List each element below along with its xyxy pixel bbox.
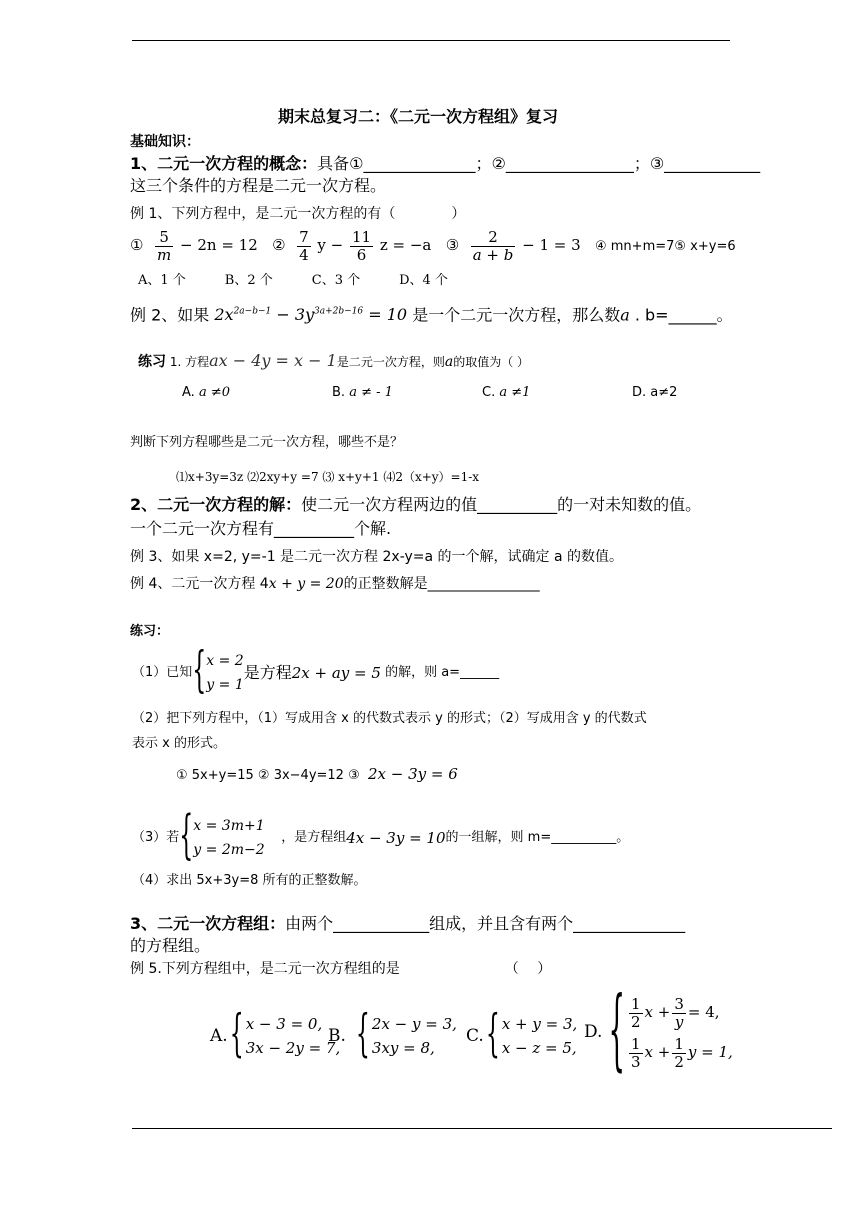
- example-2-text: 是一个二元一次方程，那么数: [412, 305, 621, 325]
- practice-1-var: a: [444, 354, 454, 370]
- example-1-options: A、1 个 B、2 个 C、3 个 D、4 个: [138, 273, 448, 288]
- example-2-prefix: 例 2、如果: [130, 305, 210, 325]
- p1-prefix: （1）已知: [132, 665, 193, 680]
- left-brace-icon: {: [485, 1006, 500, 1064]
- example-4-suffix: 的正整数解是________________: [343, 576, 540, 592]
- example-5: 例 5.下列方程组中，是二元一次方程组的是 （ ）: [130, 961, 552, 977]
- practice-2-3: [132, 808, 629, 868]
- s3-line1: [130, 913, 685, 935]
- p3-suffix: 的一组解，则 m=__________。: [445, 830, 630, 845]
- s1-conditions: 具备①______________；②________________；③____________: [317, 154, 761, 173]
- fraction-5-over-m: $\frac{5}{m}$: [157, 227, 172, 264]
- option-a-label: A.: [210, 1026, 228, 1046]
- practice-1-option-c: C. a ≠1: [482, 385, 531, 400]
- practice-1: [138, 352, 529, 371]
- eq1-rest: − 2n = 12: [180, 236, 258, 254]
- example-2: [130, 301, 733, 326]
- left-brace-icon: {: [608, 981, 625, 1083]
- p2-item-3: 2x − 3y = 6: [368, 765, 458, 783]
- practice-1-option-b: B. a ≠ - 1: [332, 385, 393, 400]
- left-brace-icon: {: [355, 1006, 370, 1064]
- option-d-label: D.: [584, 1022, 603, 1042]
- eq2-part-a: y −: [317, 236, 344, 254]
- option-c-label: C.: [466, 1026, 484, 1046]
- p3-mid: ，是方程组: [281, 830, 347, 845]
- header-rule: [132, 40, 730, 41]
- example-1-equations: [130, 226, 736, 266]
- basic-label: 基础知识：: [130, 134, 200, 150]
- circle-2: ②: [272, 236, 286, 254]
- practice-2-2-line1: （2）把下列方程中，（1）写成用含 x 的代数式表示 y 的形式；（2）写成用含 y 的代数式: [132, 711, 647, 726]
- var-a: a: [620, 305, 630, 325]
- p2-items: ① 5x+y=15 ② 3x−4y=12 ③: [176, 768, 360, 783]
- practice-1-option-a: A. a ≠0: [182, 385, 230, 400]
- practice-1-text: 是二元一次方程，则: [336, 355, 445, 369]
- example-4: [130, 575, 540, 593]
- s2-heading: 2、二元一次方程的解：: [130, 495, 302, 514]
- example-5-option-a: A. { x − 3 = 0, 3x − 2y = 7,: [210, 1006, 341, 1064]
- example-4-prefix: 例 4、二元一次方程 4: [130, 576, 269, 592]
- left-brace-icon: {: [229, 1006, 244, 1064]
- eq4-eq5: ④ mn+m=7⑤ x+y=6: [594, 239, 736, 254]
- example-5-option-b: B. { 2x − y = 3, 3xy = 8,: [328, 1006, 457, 1064]
- eq2-part-b: z = −a: [379, 236, 432, 254]
- s2-line2: 一个二元一次方程有__________个解.: [130, 519, 392, 538]
- p3-prefix: （3）若: [132, 830, 180, 845]
- practice-label: 练习: [138, 354, 166, 370]
- s3-line2: 的方程组。: [130, 936, 211, 955]
- p1-suffix: 的解，则 a=______: [385, 665, 500, 680]
- practice-1-equation: ax − 4y = x − 1: [209, 351, 337, 370]
- s2-practice-label: 练习：: [130, 624, 170, 639]
- s1-heading: 1、二元一次方程的概念：: [130, 154, 318, 173]
- circle-3: ③: [445, 236, 460, 254]
- s1-line2: 这三个条件的方程是二元一次方程。: [130, 176, 387, 195]
- example-2-equation: $2x^{2a-b-1} - 3y^{3a+2b-16} = 10$: [214, 305, 408, 325]
- left-brace-icon: {: [179, 806, 194, 867]
- practice-1-prefix: 1. 方程: [169, 355, 210, 369]
- practice-2-1: [132, 644, 500, 700]
- eq3-rest: − 1 = 3: [522, 236, 581, 254]
- doc-title: 期末总复习二：《二元一次方程组》复习: [278, 107, 559, 126]
- s2-line1: [130, 494, 701, 516]
- s1-line1: [130, 153, 760, 175]
- circle-1: ①: [130, 236, 144, 254]
- fraction-7-over-4: $\frac{7}{4}$: [299, 227, 309, 264]
- p1-mid: 是方程: [243, 663, 292, 682]
- practice-2-4: （4）求出 5x+3y=8 所有的正整数解。: [132, 873, 367, 888]
- option-b-label: B.: [328, 1026, 346, 1046]
- practice-2-2-items: [176, 765, 458, 785]
- s3-heading: 3、二元一次方程组：: [130, 914, 286, 933]
- s2-definition: 使二元一次方程两边的值__________的一对未知数的值。: [301, 495, 702, 514]
- practice-1-suffix: 的取值为（ ）: [453, 355, 530, 369]
- example-5-option-d: D. { $\frac{1}{2}$ x + $\frac{3}{y}$ = 4, $\frac{1}{3}$ x + $\frac{1}{2}$ y = 1,: [584, 981, 733, 1083]
- p1-system: { x = 2 y = 1: [192, 648, 243, 698]
- example-5-option-c: C. { x + y = 3, x − z = 5,: [466, 1006, 578, 1064]
- p1-equation: 2x + ay = 5: [291, 664, 381, 682]
- example-4-equation: x + y = 20: [268, 576, 344, 592]
- s3-definition: 由两个____________组成，并且含有两个______________: [285, 914, 686, 933]
- judge-question: 判断下列方程哪些是二元一次方程，哪些不是？: [130, 435, 404, 450]
- example-2-suffix: . b=______。: [629, 305, 733, 325]
- judge-items: ⑴x+3y=3z ⑵2xy+y =7 ⑶ x+y+1 ⑷2（x+y）=1-x: [176, 470, 480, 484]
- practice-2-2-line2: 表示 x 的形式。: [132, 736, 226, 751]
- example-3: 例 3、如果 x=2, y=-1 是二元一次方程 2x-y=a 的一个解，试确定 a 的数值。: [130, 549, 624, 565]
- left-brace-icon: {: [192, 644, 207, 700]
- p3-equation: 4x − 3y = 10: [346, 829, 446, 847]
- example-1: 例 1、下列方程中，是二元一次方程的有（ ）: [130, 206, 466, 222]
- fraction-2-over-a-plus-b: $\frac{2}{a + b}$: [472, 227, 514, 264]
- practice-1-option-d: D. a≠2: [632, 385, 678, 400]
- p3-system: { x = 3m+1 y = 2m−2: [179, 808, 264, 868]
- footer-rule: [132, 1128, 832, 1129]
- fraction-11-over-6: $\frac{11}{6}$: [351, 227, 372, 264]
